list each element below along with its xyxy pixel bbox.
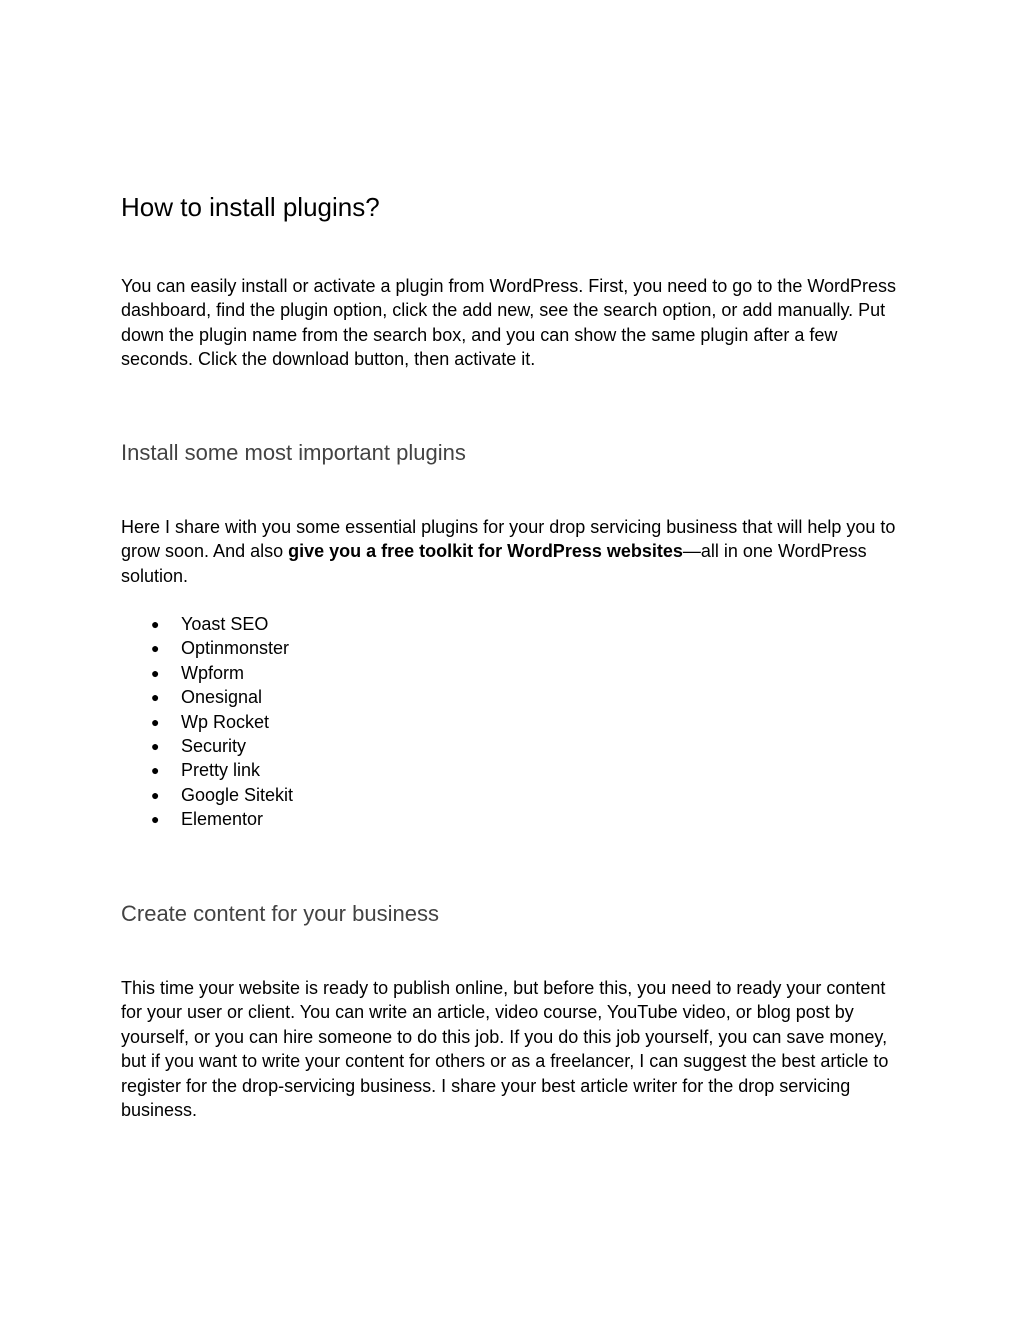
plugins-paragraph-bold-text: give you a free toolkit for WordPress websites (288, 541, 683, 562)
list-item (121, 685, 293, 709)
list-item (121, 661, 293, 685)
bullet-icon: ● (151, 811, 160, 828)
bullet-icon: ● (151, 689, 160, 706)
plugins-paragraph-text-start: Here I share with you some essential plugins for your drop servicing business that will help you to grow soon. And also (121, 517, 896, 562)
plugin-name: Wp Rocket (181, 711, 270, 732)
plugin-name: Google Sitekit (181, 784, 294, 805)
list-item (121, 612, 293, 636)
list-item (121, 807, 293, 831)
bullet-icon: ● (151, 664, 160, 681)
intro-paragraph: You can easily install or activate a plugin from WordPress. First, you need to go to the WordPress dashboard, find the plugin option, click the add new, see the search option, or add manually. Put down the plugin name from the search box, and you can show the same plugin after a few seconds. Click the download button, then activate it. (121, 276, 897, 370)
bullet-icon: ● (151, 640, 160, 657)
list-item (121, 710, 293, 734)
bullet-icon: ● (151, 762, 160, 779)
plugin-name: Security (181, 736, 247, 757)
content-paragraph: This time your website is ready to publish online, but before this, you need to ready your content for your user or client. You can write an article, video course, YouTube video, or blog post by yourself, or you can hire someone to do this job. If you do this job yourself, you can save money, but if you want to write your content for others or as a freelancer, I can suggest the best article to register for the drop-servicing business. I share your best article writer for the drop servicing business. (121, 978, 889, 1121)
plugin-name: Optinmonster (181, 638, 290, 659)
plugin-name: Onesignal (181, 687, 263, 708)
list-item (121, 783, 293, 807)
plugin-list (121, 612, 293, 832)
bullet-icon: ● (151, 616, 160, 632)
bullet-icon: ● (151, 786, 160, 803)
plugin-name: Wpform (181, 662, 244, 683)
plugin-name: Elementor (181, 809, 264, 830)
bullet-icon: ● (151, 713, 160, 730)
plugins-paragraph-text-end: —all in one WordPress solution. (121, 541, 867, 586)
page-title: How to install plugins? (121, 192, 380, 222)
content-section-heading: Create content for your business (121, 901, 439, 926)
list-item (121, 636, 293, 660)
plugin-name: Yoast SEO (181, 614, 269, 634)
plugin-name: Pretty link (181, 760, 261, 781)
bullet-icon: ● (151, 738, 160, 755)
list-item (121, 734, 293, 758)
plugins-section-heading: Install some most important plugins (121, 440, 466, 465)
plugins-paragraph (121, 515, 911, 588)
list-item (121, 758, 293, 782)
